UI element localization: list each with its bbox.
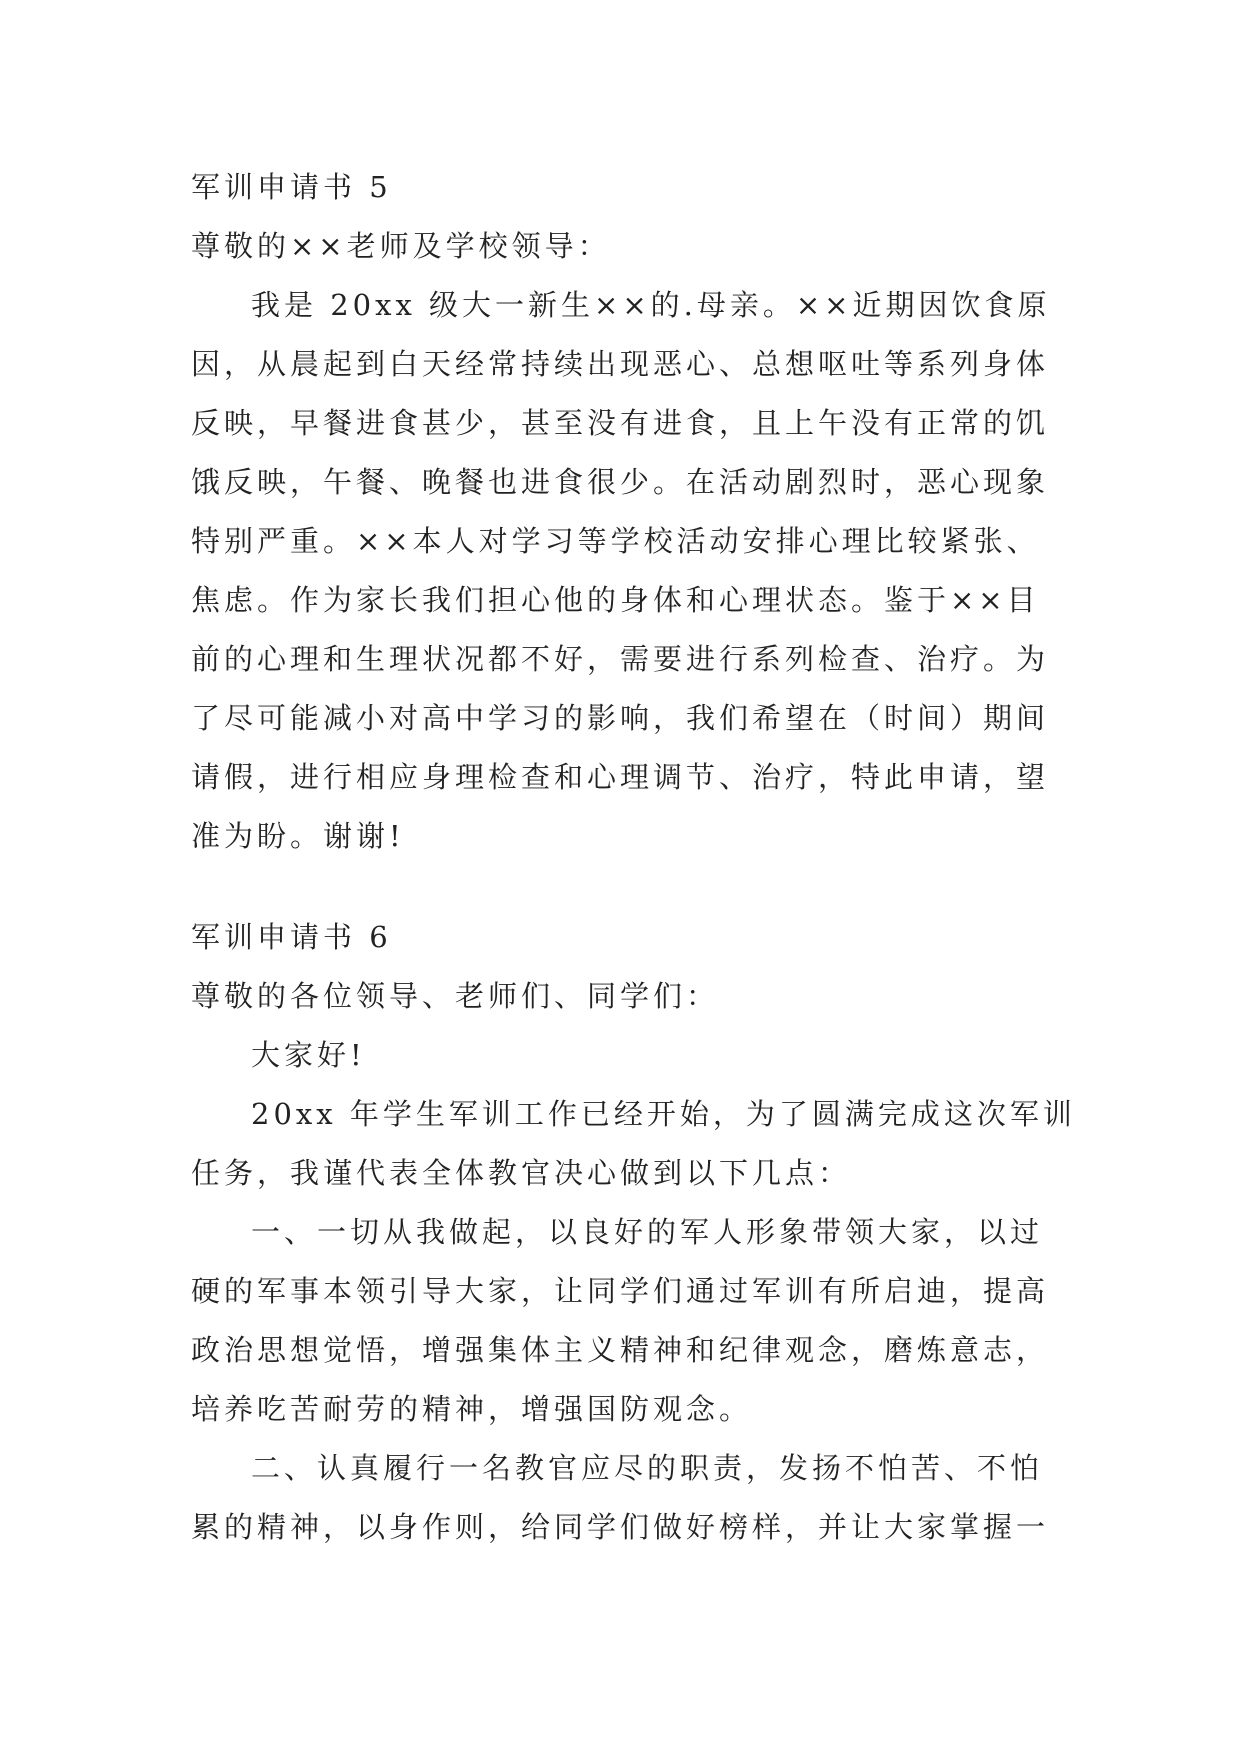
paragraph-line: 了尽可能减小对高中学习的影响，我们希望在（时间）期间 [191, 701, 1050, 735]
section-title: 军训申请书 6 [191, 920, 392, 954]
paragraph-line: 任务，我谨代表全体教官决心做到以下几点： [191, 1156, 852, 1190]
section-title: 军训申请书 5 [191, 170, 392, 204]
salutation: 尊敬的各位领导、老师们、同学们： [191, 979, 720, 1013]
paragraph-line: 因，从晨起到白天经常持续出现恶心、总想呕吐等系列身体 [191, 347, 1050, 381]
paragraph-line: 20xx 年学生军训工作已经开始，为了圆满完成这次军训 [251, 1097, 1076, 1131]
paragraph-line: 请假，进行相应身理检查和心理调节、治疗，特此申请，望 [191, 760, 1050, 794]
paragraph-line: 培养吃苦耐劳的精神，增强国防观念。 [191, 1392, 753, 1426]
paragraph-line: 准为盼。谢谢! [191, 819, 405, 853]
paragraph-line: 反映，早餐进食甚少，甚至没有进食，且上午没有正常的饥 [191, 406, 1050, 440]
paragraph-line: 一、一切从我做起，以良好的军人形象带领大家，以过 [251, 1215, 1044, 1249]
section-6 [191, 908, 1076, 1557]
section-5 [191, 158, 1051, 866]
greeting: 大家好! [251, 1038, 366, 1072]
paragraph-line: 特别严重。××本人对学习等学校活动安排心理比较紧张、 [191, 524, 1040, 558]
paragraph-line: 二、认真履行一名教官应尽的职责，发扬不怕苦、不怕 [251, 1451, 1044, 1485]
paragraph-line: 硬的军事本领引导大家，让同学们通过军训有所启迪，提高 [191, 1274, 1050, 1308]
paragraph-line: 我是 20xx 级大一新生××的.母亲。××近期因饮食原 [251, 288, 1051, 322]
paragraph-line: 政治思想觉悟，增强集体主义精神和纪律观念，磨炼意志， [191, 1333, 1050, 1367]
paragraph-line: 前的心理和生理状况都不好，需要进行系列检查、治疗。为 [191, 642, 1050, 676]
paragraph-line: 累的精神，以身作则，给同学们做好榜样，并让大家掌握一 [191, 1510, 1050, 1544]
paragraph-line: 焦虑。作为家长我们担心他的身体和心理状态。鉴于××目 [191, 583, 1040, 617]
salutation: 尊敬的××老师及学校领导： [191, 229, 611, 263]
paragraph-line: 饿反映，午餐、晚餐也进食很少。在活动剧烈时，恶心现象 [191, 465, 1050, 499]
